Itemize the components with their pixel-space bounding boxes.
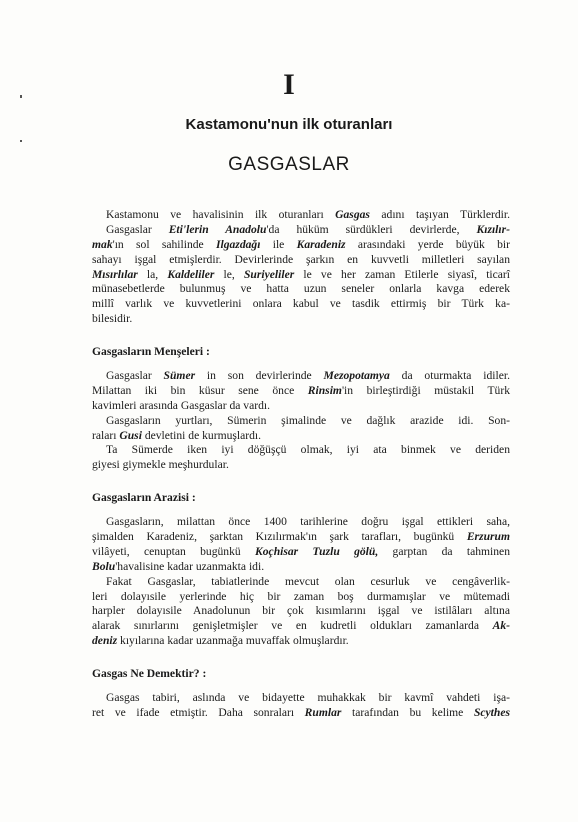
emphasized-term: Gasgas <box>335 208 370 221</box>
emphasized-term: Eti'lerin Anadolu <box>168 222 267 236</box>
text-line: millî varlık ve kuvvetlerini onlara kabul ve tasdik ettirmiş bir Türk ka- <box>92 297 510 311</box>
text-line: vilâyeti, cenuptan bugünkü Koçhisar Tuzlu gölü, garptan da tahminen <box>92 544 510 558</box>
emphasized-term: Scythes <box>473 705 511 719</box>
text-section <box>92 208 510 327</box>
text-line: Mısırlılar la, Kaldeliler le, Suriyeliler le ve her zaman Etilerle siyasî, ticarî <box>92 267 511 281</box>
emphasized-term: Mısırlılar <box>92 267 138 281</box>
emphasized-term: Ilgazdağı <box>215 237 261 251</box>
text-line: Kastamonu ve havalisinin ilk oturanları Gasgas adını taşıyan Türklerdir. <box>106 208 510 221</box>
emphasized-term: Kızılır- <box>476 222 510 236</box>
text-line: leri dolayısile yerlerinde hiç bir zaman boş durmamışlar ve mütemadi <box>92 589 510 603</box>
emphasized-term: Gusi <box>119 428 142 442</box>
text-line: raları Gusi devletini de kurmuşlardı. <box>92 428 262 442</box>
text-line: kavimleri arasında Gasgaslar da vardı. <box>92 398 271 412</box>
text-line: şimalden Karadeniz, şarktan Kızılırmak'ın şark tarafları, bugünkü Erzurum <box>92 530 510 544</box>
text-line: giyesi giymekle meşhurdular. <box>92 458 229 472</box>
text-line: deniz kıyılarına kadar uzanmağa muvaffak olmuşlardır. <box>92 634 349 648</box>
text-section <box>92 649 510 721</box>
body-text <box>92 208 510 721</box>
emphasized-term: Rinsim <box>307 383 342 397</box>
emphasized-term: Karadeniz <box>296 237 346 251</box>
emphasized-term: Rumlar <box>304 705 342 719</box>
text-line: Gasgaslar Sümer in son devirlerinde Mezopotamya da oturmakta idiler. <box>106 369 510 383</box>
text-line: münasebetlerde bulunmuş ve hatta uzun seneler onlarla kavga ederek <box>92 282 510 296</box>
emphasized-term: Kaldeliler <box>167 267 215 281</box>
subsection-heading: Gasgas Ne Demektir? : <box>92 667 207 681</box>
text-section <box>92 473 510 649</box>
subsection-heading: Gasgasların Menşeleri : <box>92 345 210 359</box>
text-section <box>92 327 510 473</box>
chapter-subtitle: Kastamonu'nun ilk oturanları <box>185 116 393 133</box>
emphasized-term: Koçhisar Tuzlu gölü, <box>255 544 379 558</box>
text-line: harpler dolayısile Anadolunun bir çok kısımlarını işgal ve istilâları altına <box>92 604 510 618</box>
emphasized-term: Erzurum <box>466 530 510 544</box>
emphasized-term: deniz <box>92 634 118 648</box>
text-line: Bolu'havalisine kadar uzanmakta idi. <box>92 559 265 573</box>
text-line: alarak sınırlarını genişletmişler ve en kudretli oldukları zamanlarda Ak- <box>92 619 510 633</box>
text-line: sahayı işgal etmişlerdir. Devirlerinde şarkın en kuvvetli milletleri sayılan <box>92 252 510 266</box>
text-line: Gasgasların yurtları, Sümerin şimalinde ve dağlık arazide idi. Son- <box>106 413 510 427</box>
emphasized-term: Sümer <box>163 369 196 383</box>
emphasized-term: mak <box>92 237 113 251</box>
section-title: GASGASLAR <box>228 154 350 175</box>
emphasized-term: Suriyeliler <box>243 267 295 281</box>
text-line: ret ve ifade etmiştir. Daha sonraları Rumlar tarafından bu kelime Scythes <box>92 705 511 719</box>
emphasized-term: Bolu <box>92 559 116 573</box>
chapter-number: I <box>283 68 295 101</box>
text-line: Fakat Gasgaslar, tabiatlerinde mevcut olan cesurluk ve cengâverlik- <box>106 574 510 588</box>
subsection-heading: Gasgasların Arazisi : <box>92 491 196 505</box>
emphasized-term: Mezopotamya <box>323 369 390 383</box>
text-line: mak'ın sol sahilinde Ilgazdağı ile Karadeniz arasındaki yerde büyük bir <box>92 237 510 251</box>
text-line: bilesidir. <box>92 312 133 326</box>
margin-mark <box>20 140 22 142</box>
text-line: Gasgas tabiri, aslında ve bidayette muhakkak bir kavmî vahdeti işa- <box>106 691 510 705</box>
text-line: Gasgasların, milattan önce 1400 tarihlerine doğru işgal ettikleri saha, <box>106 515 510 529</box>
emphasized-term: Ak- <box>492 619 510 633</box>
text-line: Milattan iki bin küsur sene önce Rinsim'in birleştirdiği müstakil Türk <box>92 383 510 397</box>
text-line: Gasgaslar Eti'lerin Anadolu'da hüküm sürdükleri devirlerde, Kızılır- <box>106 222 510 236</box>
text-line: Ta Sümerde iken iyi döğüşçü olmak, iyi ata binmek ve deriden <box>106 443 510 457</box>
